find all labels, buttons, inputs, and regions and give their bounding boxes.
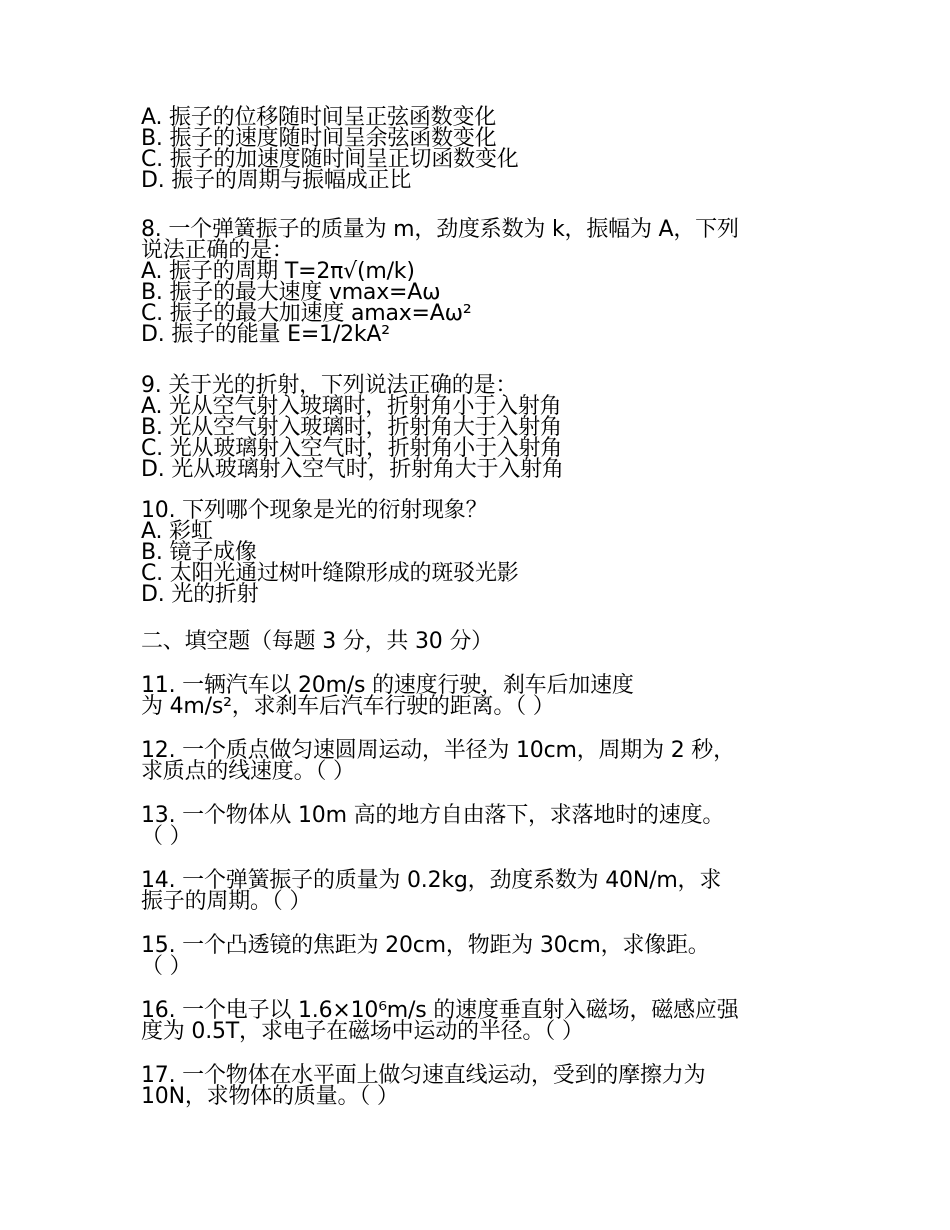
question-11 [141,675,634,717]
question-12 [141,740,735,782]
question-line: 11. 一辆汽车以 20m/s 的速度行驶，刹车后加速度 [141,673,634,698]
option-c: C. 振子的最大加速度 amax=Aω² [141,301,472,326]
question-16 [141,1000,739,1042]
option-b: B. 光从空气射入玻璃时，折射角大于入射角 [141,415,562,440]
question-stem: 9. 关于光的折射，下列说法正确的是： [141,373,518,398]
question-line: 15. 一个凸透镜的焦距为 20cm，物距为 30cm，求像距。 [141,933,710,958]
question-line: 13. 一个物体从 10m 高的地方自由落下，求落地时的速度。 [141,803,725,828]
option-b: B. 振子的速度随时间呈余弦函数变化 [141,126,497,151]
question-stem: 8. 一个弹簧振子的质量为 m，劲度系数为 k，振幅为 A，下列 [141,217,739,242]
option-d: D. 振子的周期与振幅成正比 [141,168,412,193]
question-line: 10N，求物体的质量。（ ） [141,1084,399,1109]
option-c: C. 光从玻璃射入空气时，折射角小于入射角 [141,436,563,461]
question-8 [141,219,739,345]
question-17 [141,1065,705,1107]
option-b: B. 镜子成像 [141,540,257,565]
question-15 [141,935,710,977]
question-line: 16. 一个电子以 1.6×10⁶m/s 的速度垂直射入磁场，磁感应强 [141,998,739,1023]
option-a: A. 彩虹 [141,519,213,544]
question-line: 求质点的线速度。（ ） [141,759,355,784]
option-d: D. 光的折射 [141,582,259,607]
question-stem: 说法正确的是： [141,238,294,263]
question-14 [141,870,721,912]
question-line: 17. 一个物体在水平面上做匀速直线运动，受到的摩擦力为 [141,1063,706,1088]
option-c: C. 太阳光通过树叶缝隙形成的斑驳光影 [141,561,519,586]
question-line: （ ） [141,824,192,849]
question-9 [141,375,564,480]
document-page [141,105,821,1109]
question-7-options [141,107,821,191]
question-stem: 10. 下列哪个现象是光的衍射现象？ [141,498,488,523]
option-b: B. 振子的最大速度 vmax=Aω [141,280,441,305]
question-line: 为 4m/s²，求刹车后汽车行驶的距离。（ ） [141,694,555,719]
question-13 [141,805,724,847]
question-10 [141,500,519,605]
question-line: 度为 0.5T，求电子在磁场中运动的半径。（ ） [141,1019,584,1044]
question-line: 振子的周期。（ ） [141,889,312,914]
option-d: D. 振子的能量 E=1/2kA² [141,322,390,347]
option-a: A. 振子的位移随时间呈正弦函数变化 [141,105,497,130]
question-line: 12. 一个质点做匀速圆周运动，半径为 10cm，周期为 2 秒， [141,738,735,763]
question-line: 14. 一个弹簧振子的质量为 0.2kg，劲度系数为 40N/m，求 [141,868,722,893]
section-heading-fill-in [141,631,493,652]
option-d: D. 光从玻璃射入空气时，折射角大于入射角 [141,457,564,482]
option-a: A. 光从空气射入玻璃时，折射角小于入射角 [141,394,562,419]
option-a: A. 振子的周期 T=2π√(m/k) [141,259,415,284]
section-title: 二、填空题（每题 3 分，共 30 分） [141,629,493,654]
option-c: C. 振子的加速度随时间呈正切函数变化 [141,147,519,172]
question-line: （ ） [141,954,192,979]
